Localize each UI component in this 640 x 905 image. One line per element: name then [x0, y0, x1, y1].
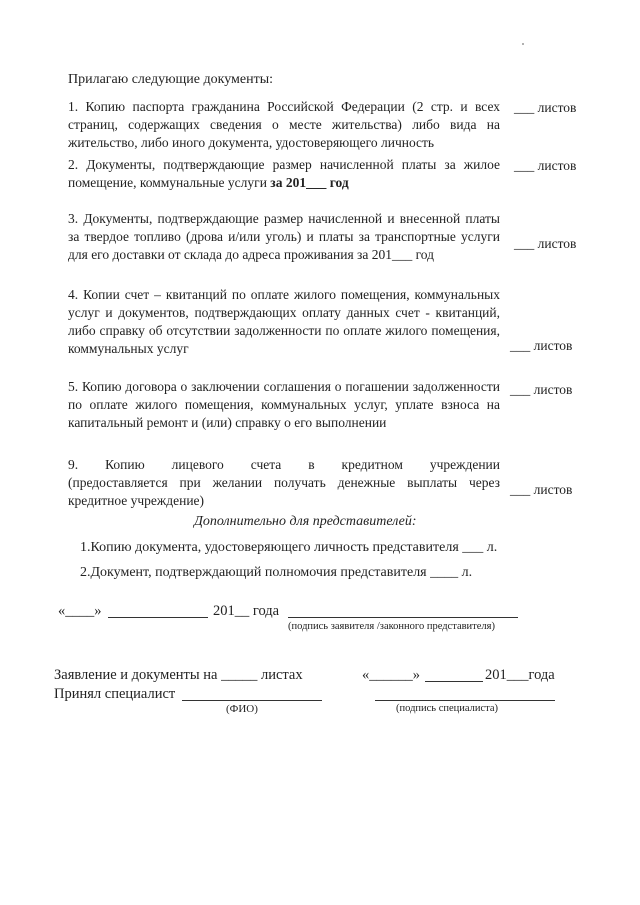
- signature-date-month-line: [108, 617, 208, 618]
- applicant-signature-line: [288, 617, 518, 618]
- document-item-2: [68, 156, 500, 192]
- intro-text: Прилагаю следующие документы:: [68, 72, 274, 87]
- item-9-pages: ___ листов: [510, 482, 573, 497]
- item-text: Копию договора о заключении соглашения о погашении задолженности по оплате жилого помещения, коммунальных услуг, уплате взноса на капитальный ремонт и (или) справку о его выполнении: [68, 379, 501, 430]
- signature-year: 201__ года: [213, 603, 280, 619]
- item-2-pages: ___ листов: [514, 158, 577, 173]
- item-number: 3.: [68, 211, 79, 226]
- specialist-signature-line: [375, 700, 555, 701]
- specialist-name-line: [182, 700, 322, 701]
- item-text: Копию паспорта гражданина Российской Федерации (2 стр. и всех страниц, содержащих сведения о месте жительства) либо вида на жительство, либо иного документа, удостоверяющего личность: [68, 99, 501, 150]
- item-text: Документы, подтверждающие размер начисленной платы за жилое помещение, коммунальные услуги: [68, 157, 500, 190]
- item-text: Документы, подтверждающие размер начисленной и внесенной платы за твердое топливо (дрова и/или уголь) и платы за транспортные услуги для его доставки от склада до адреса проживания за 201___ год: [68, 211, 500, 262]
- item-5-pages: ___ листов: [510, 382, 573, 397]
- specialist-signature-caption: (подпись специалиста): [396, 703, 499, 714]
- scan-speck: [522, 43, 524, 45]
- accepted-by-label: Принял специалист: [54, 686, 176, 702]
- footer-date-day: «______»: [362, 667, 420, 683]
- footer-date-year: 201___года: [485, 667, 555, 683]
- item-text: (предоставляется при желании получать денежные выплаты через кредитное учреждение): [68, 475, 500, 508]
- representatives-heading: Дополнительно для представителей:: [194, 514, 417, 529]
- item-text: Копии счет – квитанций по оплате жилого помещения, коммунальных услуг и документов, подтверждающих оплату данных счет - квитанций, либо справку об отсутствии задолженности по оплате жилого помещения, коммунальных услуг: [68, 287, 501, 356]
- applicant-signature-caption: (подпись заявителя /законного представителя): [288, 621, 495, 632]
- item-number: 9.: [68, 457, 79, 472]
- footer-date-month-line: [425, 681, 483, 682]
- statement-pages: Заявление и документы на _____ листах: [54, 667, 303, 683]
- document-item-1: [68, 98, 500, 152]
- item-4-pages: ___ листов: [510, 338, 573, 353]
- document-item-9-note: [68, 474, 500, 510]
- item-year: за 201___ год: [270, 175, 349, 190]
- document-item-4: [68, 286, 500, 358]
- item-number: 2.: [68, 157, 79, 172]
- item-1-pages: ___ листов: [514, 100, 577, 115]
- item-number: 4.: [68, 287, 79, 302]
- document-item-3: [68, 210, 500, 264]
- item-number: 1.: [68, 99, 79, 114]
- item-number: 5.: [68, 379, 79, 394]
- representative-doc-2: 2.Документ, подтверждающий полномочия представителя ____ л.: [80, 565, 473, 580]
- document-item-9: [68, 456, 500, 474]
- document-item-5: [68, 378, 500, 432]
- fio-caption: (ФИО): [226, 703, 258, 715]
- item-text: Копию лицевого счета в кредитном учреждении: [105, 457, 501, 472]
- item-3-pages: ___ листов: [514, 236, 577, 251]
- representative-doc-1: 1.Копию документа, удостоверяющего личность представителя ___ л.: [80, 540, 498, 555]
- signature-date-day: «____»: [58, 603, 102, 619]
